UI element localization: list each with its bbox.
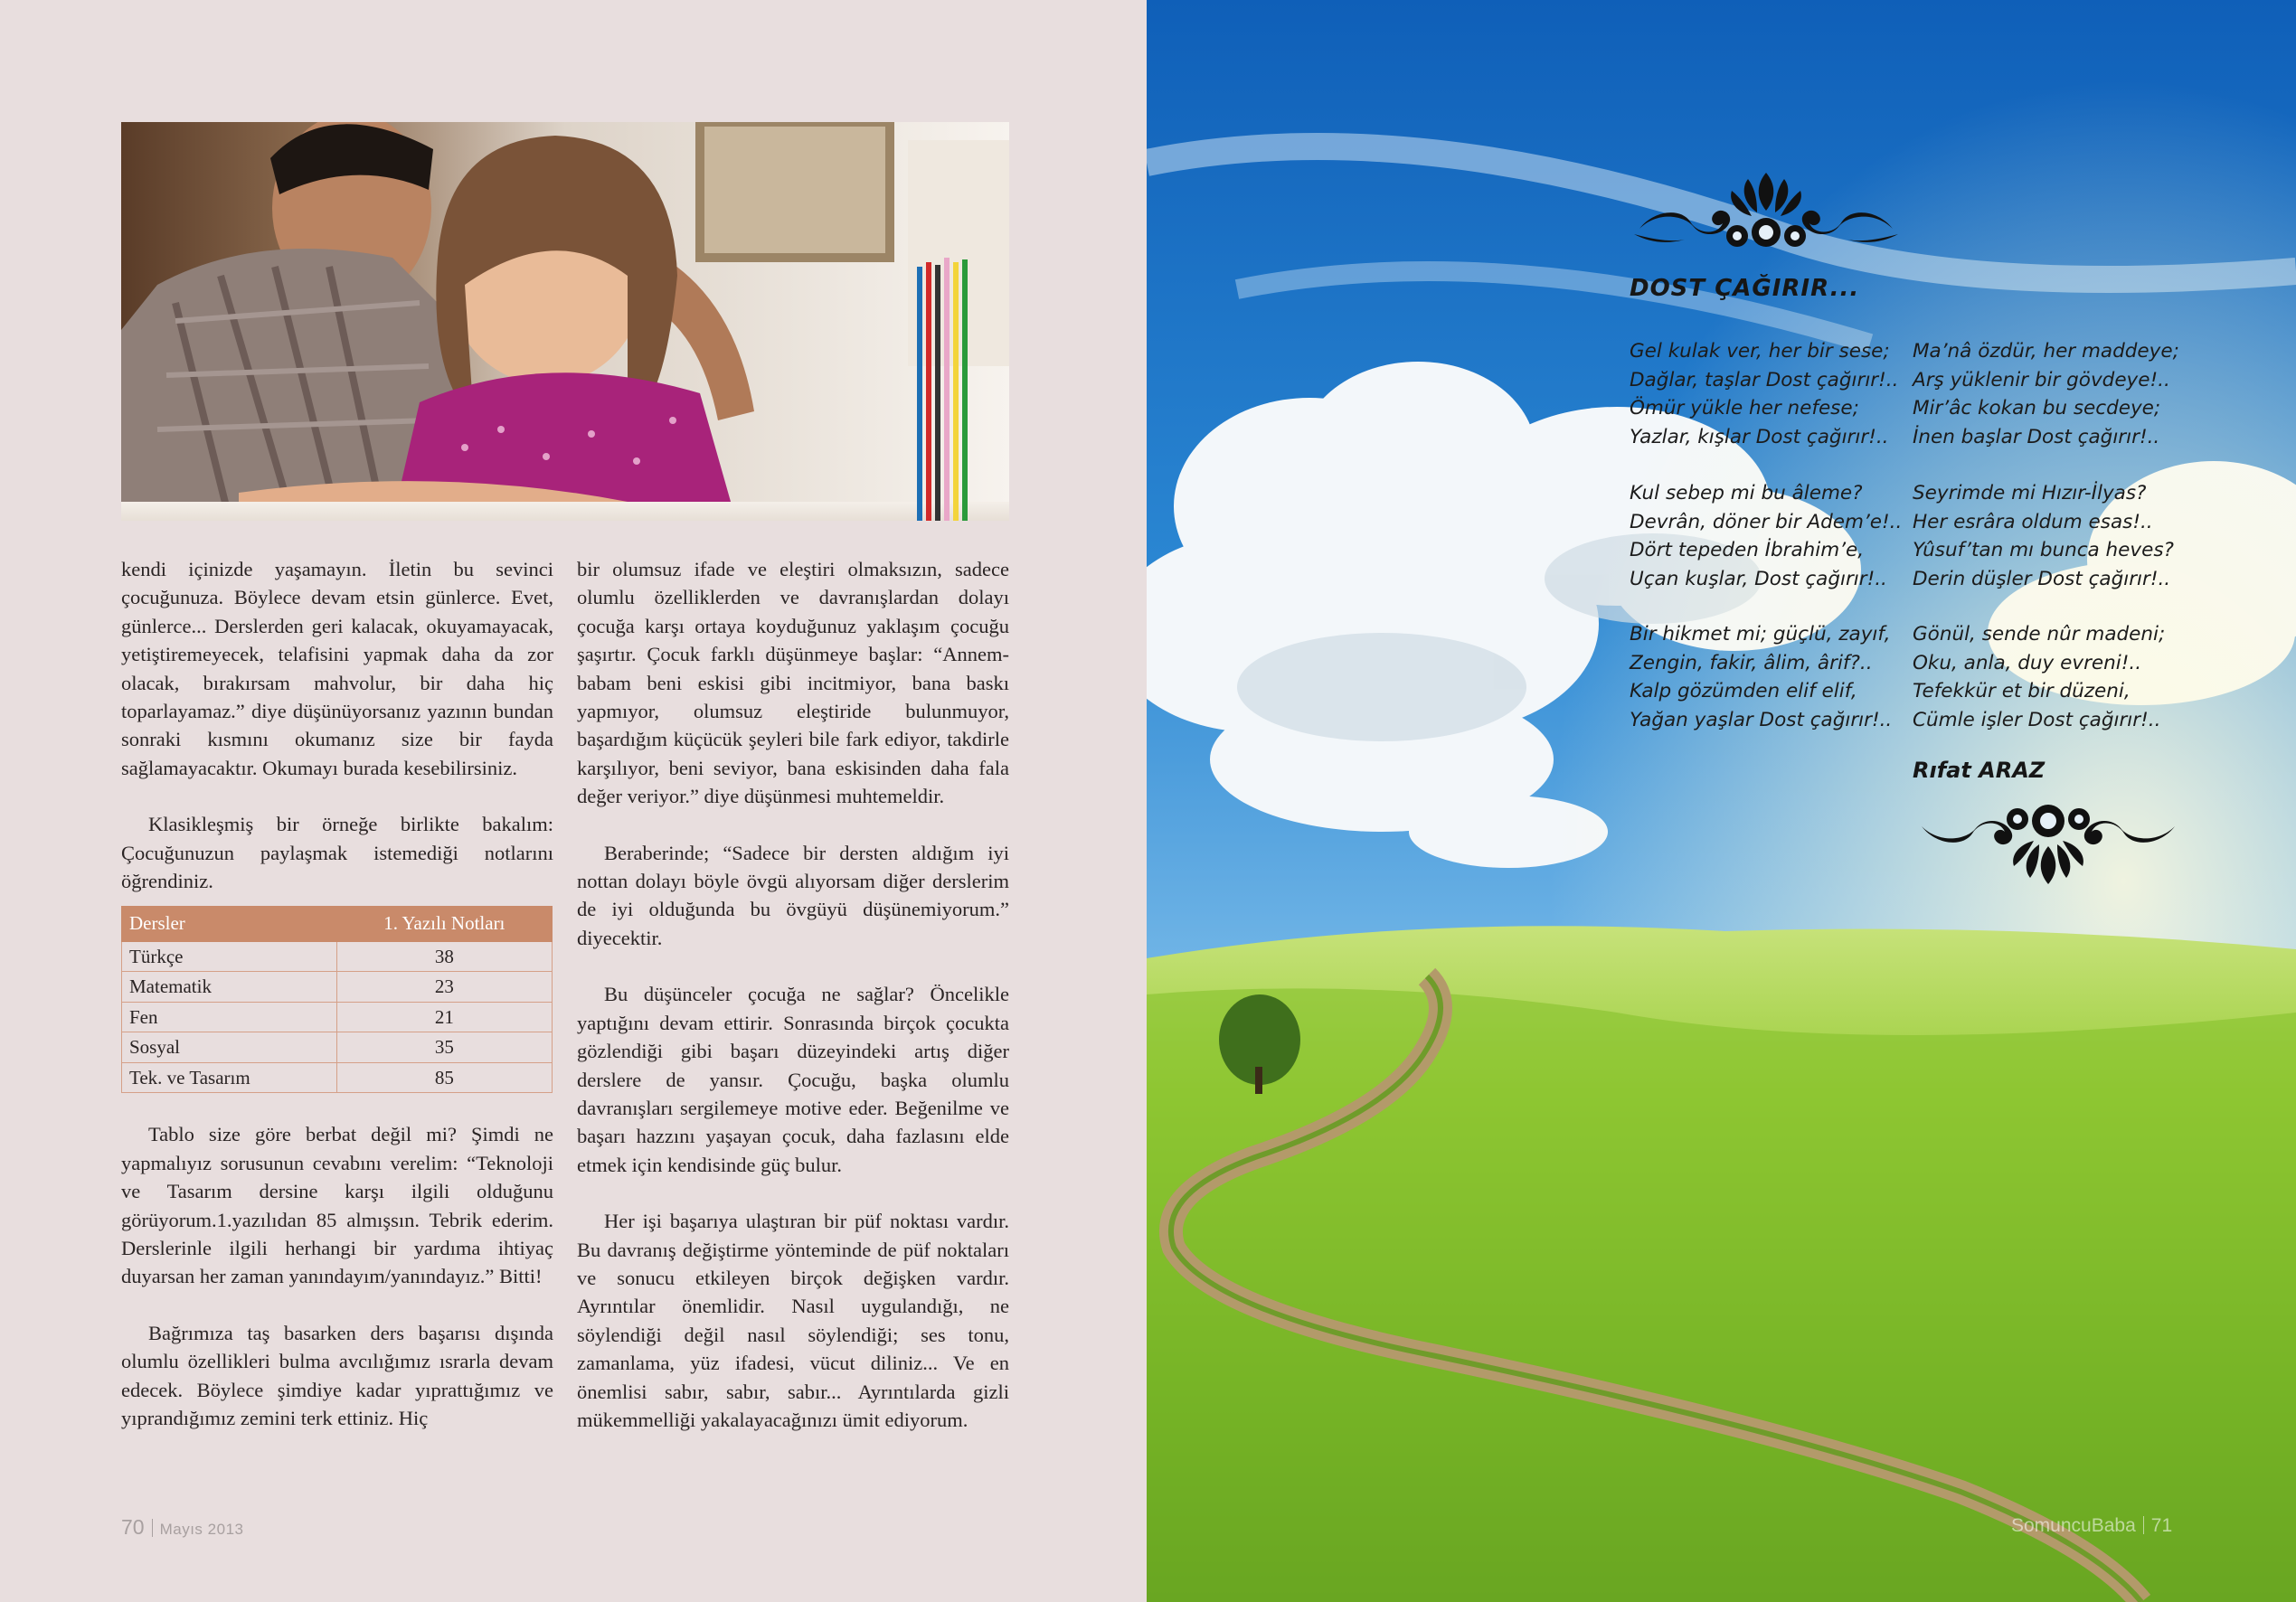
poem-line: Her esrâra oldum esas!.. <box>1913 510 2153 533</box>
poem-author: Rıfat ARAZ <box>1913 758 2046 783</box>
poem-line: Cümle işler Dost çağırır!.. <box>1913 708 2161 731</box>
page-folio-right <box>2011 1515 2172 1537</box>
poem-line: Zengin, fakir, âlim, ârif?.. <box>1630 651 1873 674</box>
paragraph: Bağrımıza taş basarken ders başarısı dışında olumlu özellikleri bulma avcılığımız ısrarla devam edecek. Böylece şimdiye kadar yıprattığımız ve yıprandığımız zemini terk ettiniz. Hiç <box>121 1321 553 1430</box>
article-column-1 <box>121 555 553 1460</box>
paragraph: Tablo size göre berbat değil mi? Şimdi ne yapmalıyız sorusunun cevabını verelim: “Teknoloji ve Tasarım dersine karşı ilgili olduğunu görüyorum.1.yazılıdan 85 almışsın. Tebrik ederim. Derslerinle ilgili herhangi bir yardıma ihtiyaç duyarsan her zaman yanındayım/yanındayız.” Bitti! <box>121 1123 553 1288</box>
subject-cell: Matematik <box>122 972 337 1003</box>
poem-line: Yazlar, kışlar Dost çağırır!.. <box>1630 425 1889 448</box>
table-row <box>122 1062 553 1093</box>
poem-line: Bir hikmet mi; güçlü, zayıf, <box>1630 623 1891 646</box>
grade-cell: 21 <box>336 1002 552 1032</box>
poem-line: İnen başlar Dost çağırır!.. <box>1913 425 2160 448</box>
poem-stanza <box>1630 479 1902 593</box>
paragraph: Klasikleşmiş bir örneğe birlikte bakalım: Çocuğunuzun paylaşmak istemediği notlarını öğrendiniz. <box>121 813 553 893</box>
poem-line: Dört tepeden İbrahim’e, <box>1630 539 1865 561</box>
grade-cell: 35 <box>336 1032 552 1063</box>
poem-line: Kul sebep mi bu âleme? <box>1630 482 1863 504</box>
poem-stanza <box>1913 337 2179 451</box>
subject-cell: Fen <box>122 1002 337 1032</box>
issue-date: Mayıs 2013 <box>159 1521 244 1538</box>
grade-cell: 23 <box>336 972 552 1003</box>
subject-cell: Sosyal <box>122 1032 337 1063</box>
page-number: 71 <box>2150 1515 2173 1536</box>
table-row <box>122 972 553 1003</box>
page-number: 70 <box>121 1515 145 1539</box>
poem-line: Tefekkür et bir düzeni, <box>1913 680 2131 702</box>
subject-cell: Türkçe <box>122 941 337 972</box>
table-header-row <box>122 907 553 941</box>
article-column-2 <box>577 555 1009 1462</box>
poem-line: Devrân, döner bir Adem’e!.. <box>1630 510 1903 533</box>
poem-title: DOST ÇAĞIRIR... <box>1630 275 1860 302</box>
ornament-top-icon <box>1630 165 1902 251</box>
paragraph: kendi içinizde yaşamayın. İletin bu sevinci çocuğunuza. Böylece devam etsin günlerce. Evet, günlerce... Derslerden geri kalacak, okuyamayacak, yetiştiremeyecek, telafisini yapmak daha da zor olacak, bırakırsam mahvolur, bir daha hiç toparlayamaz.” diye düşünüyorsanız yazının bundan sonraki kısmını okumanız size bir fayda sağlamayacaktır. Okumayı burada kesebilirsiniz. <box>121 558 553 779</box>
paragraph: Beraberinde; “Sadece bir dersten aldığım iyi nottan dolayı böyle övgü alıyorsam diğer derslerim de iyi olduğunda bu övgüyü düşünemiyorum.” diyecektir. <box>577 841 1009 949</box>
table-row <box>122 1002 553 1032</box>
poem-line: Oku, anla, duy evreni!.. <box>1913 651 2142 674</box>
father-daughter-photo <box>121 122 1009 521</box>
poem-line: Uçan kuşlar, Dost çağırır!.. <box>1630 567 1887 590</box>
poem-line: Ma’nâ özdür, her maddeye; <box>1913 340 2179 363</box>
poem-line: Ömür yükle her nefese; <box>1630 397 1859 419</box>
table-row <box>122 1032 553 1063</box>
poem-line: Gönül, sende nûr madeni; <box>1913 623 2166 646</box>
poem-stanza <box>1630 620 1892 734</box>
poem-line: Kalp gözümden elif elif, <box>1630 680 1857 702</box>
poem-line: Yûsuf’tan mı bunca heves? <box>1913 539 2174 561</box>
paragraph: Her işi başarıya ulaştıran bir püf noktası vardır. Bu davranış değiştirme yönteminde de püf noktaları ve sonucu etkileyen birçok değişken vardır. Ayrıntılar önemlidir. Nasıl uygulandığı, ne söylendiği değil nasıl söylendiği; ses tonu, zamanlama, yüz ifadesi, vücut diliniz... Ve en önemlisi sabır, sabır, sabır... Ayrıntılarda gizli mükemmelliği yakalayacağınızı ümit ediyorum. <box>577 1210 1009 1431</box>
table-header-cell: Dersler <box>122 907 337 941</box>
table-header-cell: 1. Yazılı Notları <box>336 907 552 941</box>
magazine-name: SomuncuBaba <box>2011 1515 2136 1536</box>
poem-line: Seyrimde mi Hızır-İlyas? <box>1913 482 2147 504</box>
poem-line: Arş yüklenir bir gövdeye!.. <box>1913 368 2170 391</box>
poem-stanza <box>1913 620 2165 734</box>
grade-cell: 85 <box>336 1062 552 1093</box>
subject-cell: Tek. ve Tasarım <box>122 1062 337 1093</box>
grades-table <box>121 906 553 1093</box>
paragraph: Bu düşünceler çocuğa ne sağlar? Öncelikle yaptığını devam ettirir. Sonrasında birçok çocukta gözlendiği gibi başarı düzeyindeki artış diğer derslere de yansır. Çocuğu, başka olumlu davranışları sergilemeye motive eder. Beğenilme ve başarı hazzını yaşayan çocuk, daha fazlasını elde etmek için kendisinde güç bulur. <box>577 983 1009 1176</box>
poem-line: Yağan yaşlar Dost çağırır!.. <box>1630 708 1893 731</box>
poem-line: Dağlar, taşlar Dost çağırır!.. <box>1630 368 1899 391</box>
poem-stanza <box>1913 479 2174 593</box>
poem-line: Gel kulak ver, her bir sese; <box>1630 340 1890 363</box>
grade-cell: 38 <box>336 941 552 972</box>
table-row <box>122 941 553 972</box>
paragraph: bir olumsuz ifade ve eleştiri olmaksızın, sadece olumlu özelliklerden ve davranışlardan dolayı çocuğa karşı ortaya koyduğunuz yaklaşım çocuğu şaşırtır. Çocuk farklı düşünmeye başlar: “Annem- babam beni eskisi gibi incitmiyor, bana baskı yapmıyor, olumsuz eleştiride bulunmuyor, başardığım küçücük şeyleri bile fark ediyor, takdirle karşılıyor, beni seviyor, bana eskisinden daha fala değer veriyor.” diye düşünmesi muhtemeldir. <box>577 558 1009 808</box>
page-folio-left <box>121 1515 243 1540</box>
poem-stanza <box>1630 337 1898 451</box>
ornament-bottom-icon <box>1913 801 2184 887</box>
left-page <box>0 0 1147 1602</box>
poem-line: Mir’âc kokan bu secdeye; <box>1913 397 2161 419</box>
poem-line: Derin düşler Dost çağırır!.. <box>1913 567 2171 590</box>
